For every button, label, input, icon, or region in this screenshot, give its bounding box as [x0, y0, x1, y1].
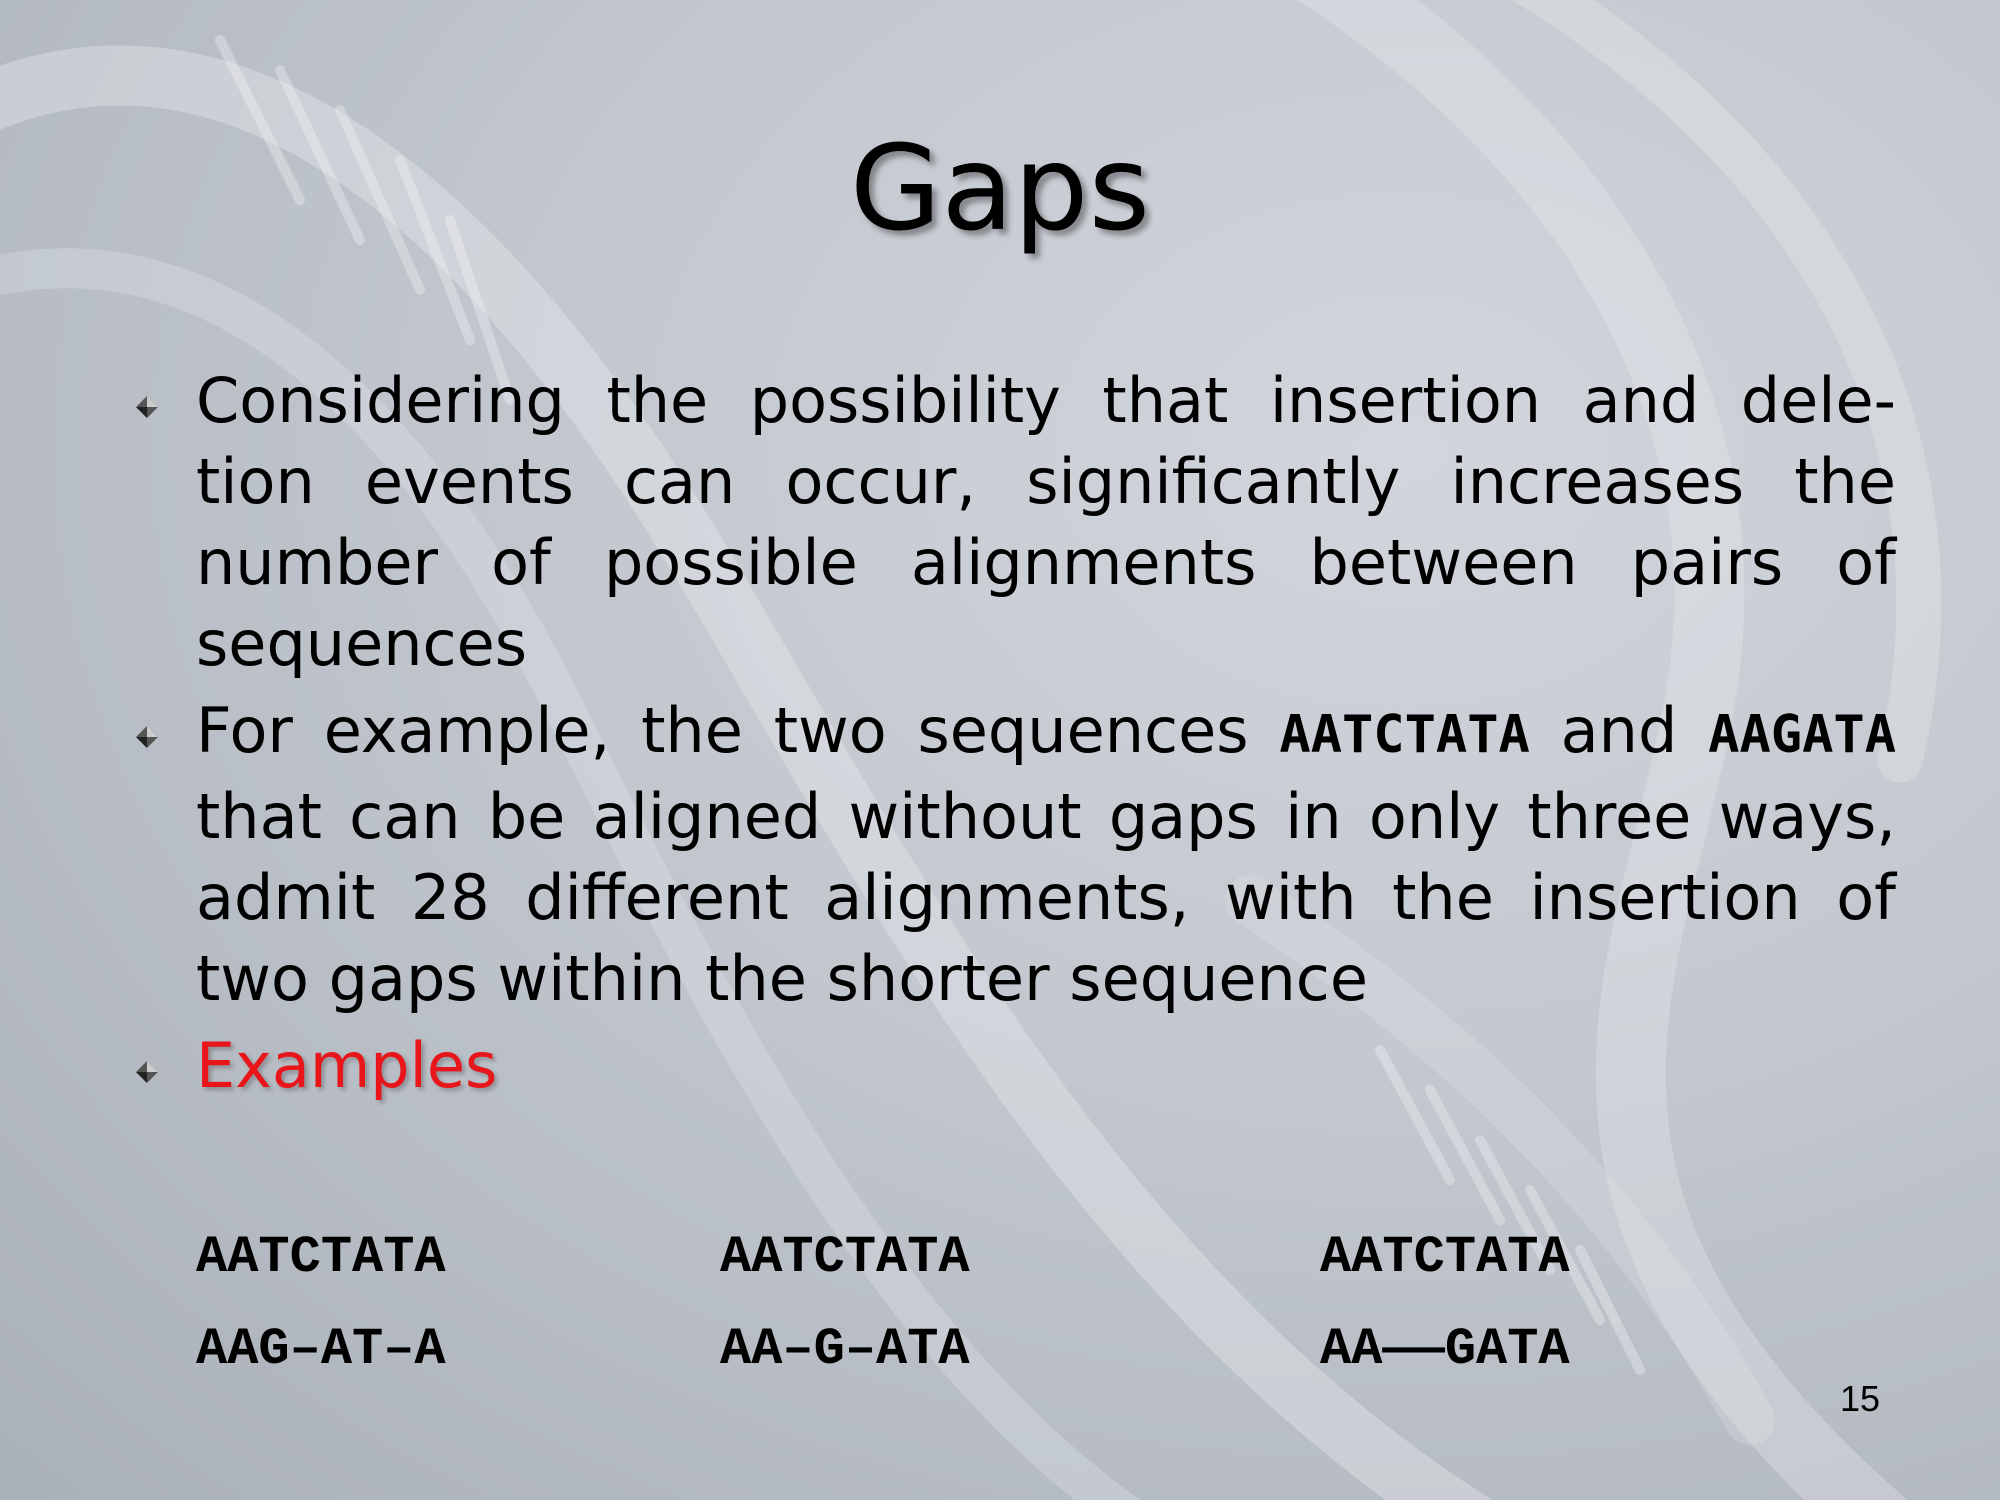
bullet-text: [196, 690, 1896, 1019]
alignment-top-sequence: AATCTATA: [720, 1228, 970, 1287]
bullet-item: [130, 360, 1896, 684]
diamond-bullet-icon: [134, 1059, 160, 1085]
bullet-list: [130, 360, 1896, 1112]
bullet-text-part: and: [1529, 694, 1709, 767]
alignment-top-sequence: AATCTATA: [196, 1228, 446, 1287]
alignment-bottom-sequence: AA–G–ATA: [720, 1320, 970, 1379]
bullet-item: [130, 690, 1896, 1019]
alignment-top-sequence: AATCTATA: [1320, 1228, 1570, 1287]
bullet-item: [130, 1025, 1896, 1106]
alignment-bottom-sequence: AAG–AT–A: [196, 1320, 446, 1379]
alignment-example: [720, 1212, 970, 1396]
diamond-bullet-icon: [134, 724, 160, 750]
page-number: 15: [1839, 1378, 1880, 1419]
diamond-bullet-icon: [134, 394, 160, 420]
examples-label: Examples: [196, 1029, 498, 1102]
alignment-bottom-sequence: AA——GATA: [1320, 1320, 1570, 1379]
bullet-text: Considering the possibility that insertion and dele- tion events can occur, significantly increases the number of possible alignments between pairs of sequences: [196, 364, 1896, 680]
sequence-1: AATCTATA: [1279, 705, 1530, 765]
bullet-text-part: For example, the two sequences: [196, 694, 1280, 767]
alignment-example: [196, 1212, 446, 1396]
slide-title: Gaps: [849, 119, 1151, 257]
bullet-text-part: that can be aligned without gaps in only three ways, admit 28 different alignments, with the insertion of two gaps within the shorter sequence: [196, 780, 1896, 1015]
alignment-examples: [196, 1212, 1696, 1379]
alignment-example: [1320, 1212, 1570, 1396]
sequence-2: AAGATA: [1708, 705, 1896, 765]
